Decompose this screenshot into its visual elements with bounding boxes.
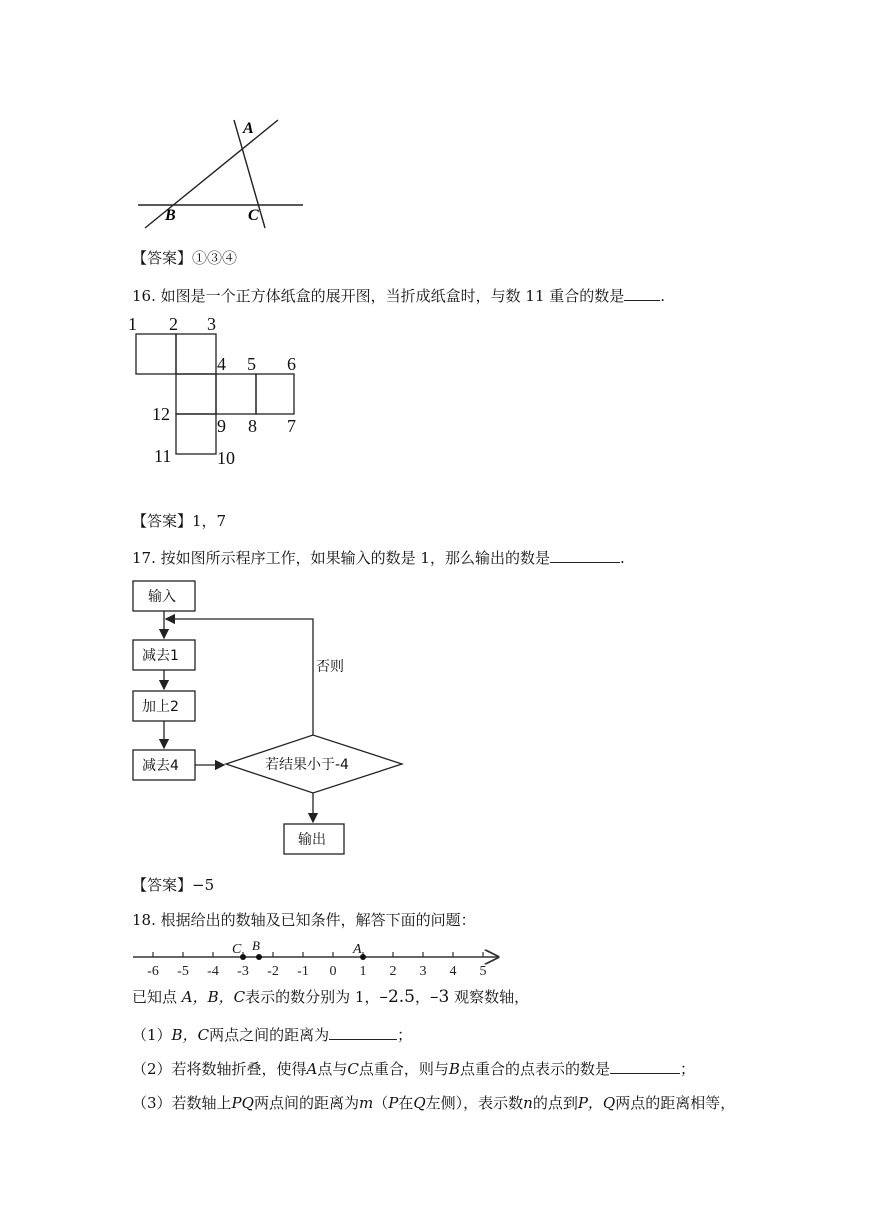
sub3-in: 在 bbox=[398, 1094, 414, 1112]
answer-value: ①③④ bbox=[192, 249, 238, 267]
otherwise-label: 否则 bbox=[316, 659, 344, 675]
axis-tick-label: 4 bbox=[449, 964, 457, 979]
axis-tick-label: -5 bbox=[177, 964, 189, 979]
answer-value: 1，7 bbox=[192, 512, 227, 530]
answer-15 bbox=[132, 247, 237, 268]
question-end: . bbox=[619, 549, 625, 567]
sub3-paren-open: （ bbox=[373, 1094, 389, 1112]
sub-question-2 bbox=[132, 1058, 695, 1079]
net-label-7: 7 bbox=[287, 416, 296, 436]
net-label-11: 11 bbox=[154, 446, 172, 466]
net-label-9: 9 bbox=[217, 416, 226, 436]
sub3-mid2: 的点到 bbox=[532, 1094, 578, 1112]
answer-blank bbox=[624, 286, 660, 301]
cube-net-figure bbox=[126, 310, 316, 470]
axis-tick-label: -3 bbox=[237, 964, 249, 979]
sub3-left: 左侧），表示数 bbox=[425, 1094, 524, 1112]
point-b-dot bbox=[256, 954, 262, 960]
separator: ， bbox=[415, 988, 431, 1006]
output-label: 输出 bbox=[298, 832, 326, 848]
sub3-q: Q bbox=[413, 1094, 426, 1112]
label-c: C bbox=[248, 207, 259, 224]
question-text: 根据给出的数轴及已知条件，解答下面的问题： bbox=[160, 911, 476, 929]
step3-label: 减去4 bbox=[142, 758, 179, 774]
axis-tick-label: 5 bbox=[479, 964, 487, 979]
answer-blank bbox=[329, 1025, 397, 1040]
label-b: B bbox=[165, 207, 176, 224]
net-square bbox=[256, 374, 294, 414]
point-c-label: C bbox=[232, 942, 242, 957]
answer-16 bbox=[132, 510, 226, 531]
sub3-p: P bbox=[388, 1094, 399, 1112]
step2-label: 加上2 bbox=[142, 699, 179, 715]
sub3-pq: PQ bbox=[231, 1094, 254, 1112]
net-label-6: 6 bbox=[287, 354, 296, 374]
question-text: 如图是一个正方体纸盒的展开图，当折成纸盒时，与数 11 重合的数是 bbox=[160, 287, 625, 305]
question-number: 18. bbox=[132, 911, 156, 929]
sub2-mid2: 点重合，则与 bbox=[358, 1060, 449, 1078]
axis-tick-label: 1 bbox=[359, 964, 367, 979]
answer-label: 【答案】 bbox=[132, 876, 193, 894]
net-label-5: 5 bbox=[247, 354, 256, 374]
answer-17 bbox=[132, 874, 214, 895]
answer-blank bbox=[610, 1059, 680, 1074]
net-label-4: 4 bbox=[217, 354, 226, 374]
known-condition bbox=[132, 986, 529, 1007]
point-b-label: B bbox=[252, 938, 260, 953]
net-square bbox=[136, 334, 176, 374]
sub2-pre: （2）若将数轴折叠，使得 bbox=[132, 1060, 307, 1078]
condition-label: 若结果小于-4 bbox=[265, 757, 349, 773]
sub1-pre: （1） bbox=[132, 1026, 172, 1044]
point-a-label: A bbox=[353, 942, 362, 957]
sub1-points: B，C bbox=[171, 1026, 210, 1044]
axis-tick-label: -6 bbox=[147, 964, 159, 979]
axis-tick-label: -2 bbox=[267, 964, 279, 979]
input-label: 输入 bbox=[148, 589, 176, 605]
net-square bbox=[176, 334, 216, 374]
net-label-1: 1 bbox=[128, 314, 137, 334]
question-18 bbox=[132, 909, 476, 930]
question-text: 按如图所示程序工作，如果输入的数是 1，那么输出的数是 bbox=[160, 549, 550, 567]
sub-question-1 bbox=[132, 1024, 412, 1045]
known-pre: 已知点 bbox=[132, 988, 178, 1006]
label-a: A bbox=[243, 120, 254, 137]
axis-tick-label: 0 bbox=[329, 964, 337, 979]
answer-value: −5 bbox=[192, 876, 215, 894]
net-label-12: 12 bbox=[152, 404, 170, 424]
sub2-end: ； bbox=[679, 1060, 695, 1078]
sub3-pq2: P，Q bbox=[577, 1094, 616, 1112]
number-line-figure bbox=[128, 936, 508, 982]
flowchart-figure bbox=[126, 575, 416, 865]
question-16 bbox=[132, 285, 665, 306]
net-square bbox=[216, 374, 256, 414]
sub1-end: ； bbox=[397, 1026, 413, 1044]
sub2-mid1: 点与 bbox=[317, 1060, 348, 1078]
sub3-n: n bbox=[523, 1094, 533, 1112]
net-label-2: 2 bbox=[169, 314, 178, 334]
sub2-a: A bbox=[306, 1060, 318, 1078]
sub2-text: 点重合的点表示的数是 bbox=[459, 1060, 610, 1078]
answer-label: 【答案】 bbox=[132, 512, 193, 530]
triangle-figure bbox=[130, 112, 310, 232]
question-17 bbox=[132, 547, 625, 568]
known-end: 观察数轴， bbox=[454, 988, 530, 1006]
value-c: –3 bbox=[430, 987, 450, 1007]
axis-tick-label: -1 bbox=[297, 964, 309, 979]
question-number: 16. bbox=[132, 287, 156, 305]
sub2-c: C bbox=[347, 1060, 359, 1078]
net-square bbox=[176, 374, 216, 414]
answer-blank bbox=[550, 548, 620, 563]
sub2-b: B bbox=[448, 1060, 460, 1078]
question-number: 17. bbox=[132, 549, 156, 567]
answer-label: 【答案】 bbox=[132, 249, 193, 267]
known-points: A，B，C bbox=[181, 988, 246, 1006]
sub1-text: 两点之间的距离为 bbox=[209, 1026, 330, 1044]
step1-label: 减去1 bbox=[142, 648, 179, 664]
sub3-end: 两点的距离相等， bbox=[615, 1094, 736, 1112]
net-label-3: 3 bbox=[207, 314, 216, 334]
known-mid: 表示的数分别为 1， bbox=[245, 988, 380, 1006]
sub3-pre: （3）若数轴上 bbox=[132, 1094, 232, 1112]
sub3-mid1: 两点间的距离为 bbox=[253, 1094, 359, 1112]
sub3-m: m bbox=[358, 1094, 374, 1112]
axis-tick-label: 3 bbox=[419, 964, 427, 979]
net-label-10: 10 bbox=[217, 448, 235, 468]
question-end: . bbox=[660, 287, 666, 305]
net-label-8: 8 bbox=[248, 416, 257, 436]
axis-tick-label: 2 bbox=[389, 964, 397, 979]
axis-tick-label: -4 bbox=[207, 964, 219, 979]
value-b: –2.5 bbox=[379, 987, 415, 1007]
net-square bbox=[176, 414, 216, 454]
sub-question-3 bbox=[132, 1092, 735, 1113]
